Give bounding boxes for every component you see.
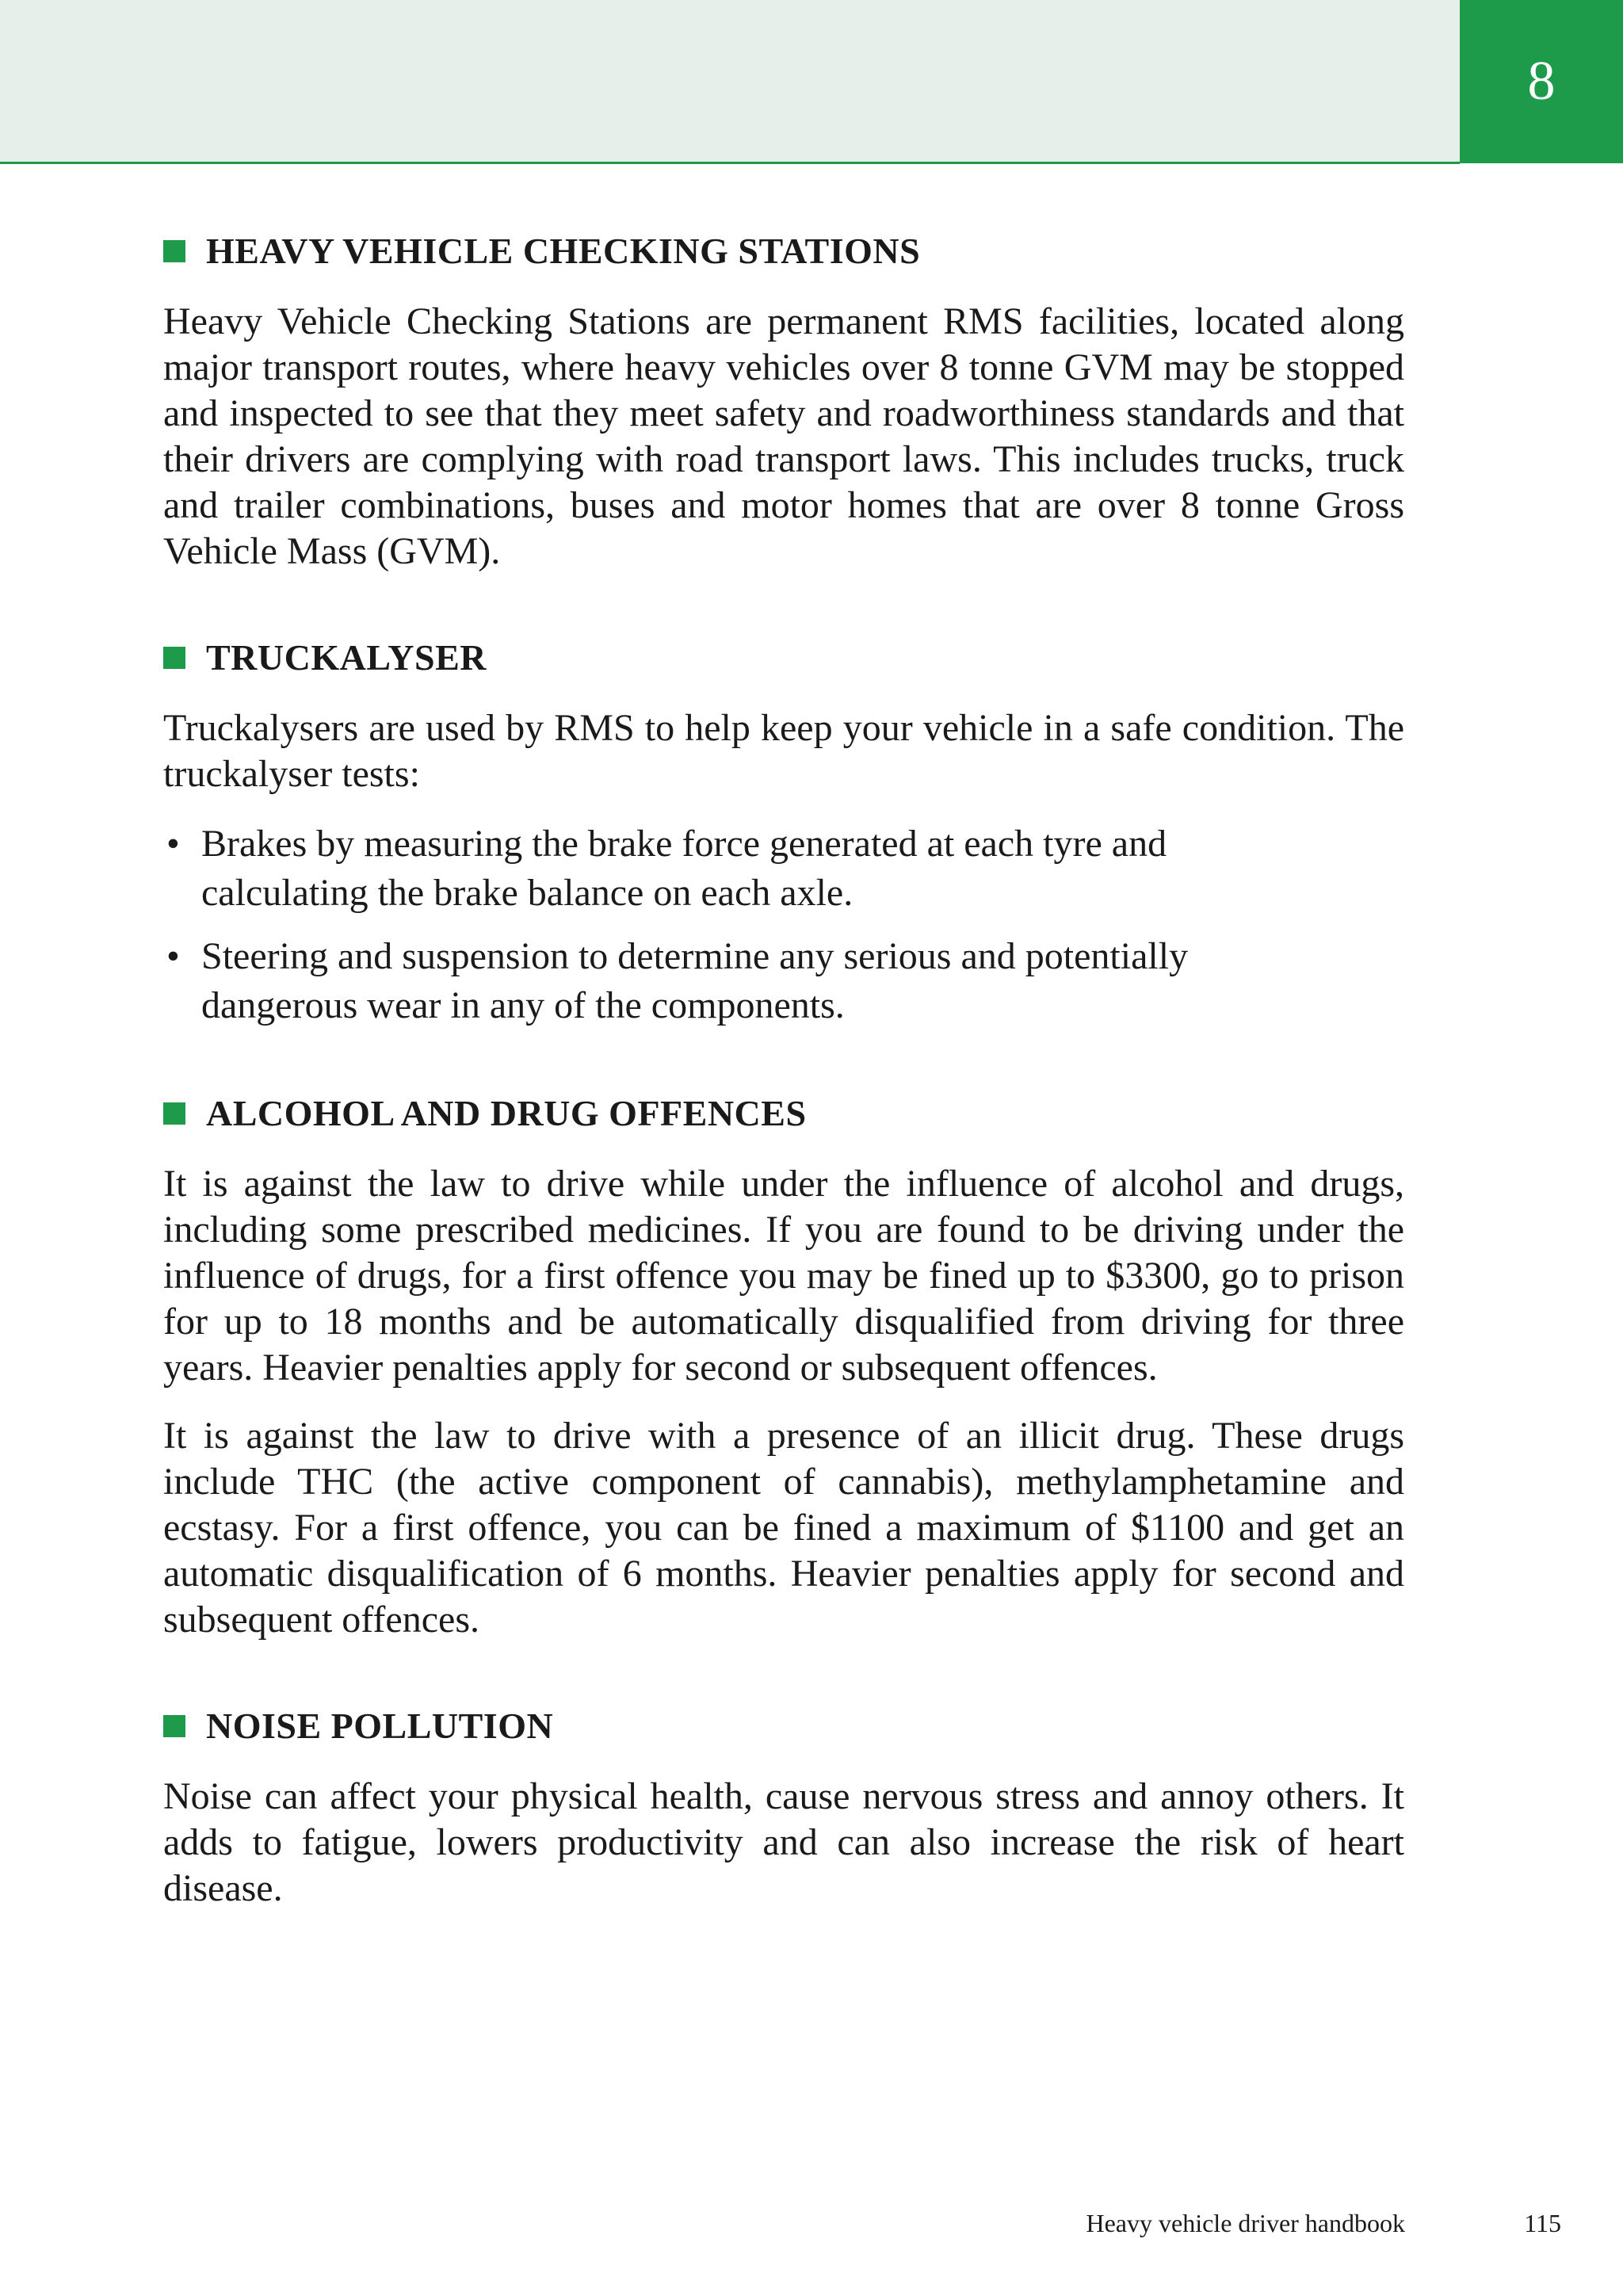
section-alcohol-and-drug-offences <box>163 1092 1404 1643</box>
section-heavy-vehicle-checking-stations <box>163 230 1404 575</box>
section-heading-text: ALCOHOL AND DRUG OFFENCES <box>206 1093 807 1133</box>
list-item <box>163 819 1208 918</box>
square-bullet-icon <box>163 1715 185 1737</box>
chapter-number-tab <box>1460 0 1623 163</box>
square-bullet-icon <box>163 240 185 262</box>
paragraph: It is against the law to drive with a presence of an illicit drug. These drugs include THC (the active component of cannabis), methylamphetamine and ecstasy. For a first offence, you can be fined a maximum of $1100 and get an automatic disqualification of 6 months. Heavier penalties apply for second and subsequent offences. <box>163 1415 1404 1641</box>
list-item <box>163 932 1208 1030</box>
section-truckalyser <box>163 636 1404 1030</box>
chapter-number: 8 <box>1527 51 1556 112</box>
paragraph: It is against the law to drive while under the influence of alcohol and drugs, including some prescribed medicines. If you are found to be driving under the influence of drugs, for a first offence you may be fined up to $3300, go to prison for up to 18 months and be automatically disqualified from driving for three years. Heavier penalties apply for second or subsequent offences. <box>163 1163 1404 1389</box>
section-heading <box>163 1092 1404 1134</box>
paragraph: Truckalysers are used by RMS to help keep your vehicle in a safe condition. The truckalyser tests: <box>163 707 1404 795</box>
paragraph: Heavy Vehicle Checking Stations are permanent RMS facilities, located along major transport routes, where heavy vehicles over 8 tonne GVM may be stopped and inspected to see that they meet safety and roadworthiness standards and that their drivers are complying with road transport laws. This includes trucks, truck and trailer combinations, buses and motor homes that are over 8 tonne Gross Vehicle Mass (GVM). <box>163 300 1404 572</box>
section-heading-text: NOISE POLLUTION <box>206 1706 554 1746</box>
footer-title: Heavy vehicle driver handbook <box>1086 2209 1405 2237</box>
header-band <box>0 0 1460 164</box>
paragraph: Noise can affect your physical health, cause nervous stress and annoy others. It adds to fatigue, lowers productivity and can also increase the risk of heart disease. <box>163 1775 1404 1909</box>
list-item-text: Brakes by measuring the brake force generated at each tyre and calculating the brake balance on each axle. <box>201 823 1167 914</box>
section-heading-text: TRUCKALYSER <box>206 637 487 678</box>
section-noise-pollution <box>163 1705 1404 1912</box>
section-heading <box>163 636 1404 678</box>
section-heading <box>163 230 1404 272</box>
square-bullet-icon <box>163 647 185 669</box>
list-item-text: Steering and suspension to determine any serious and potentially dangerous wear in any of the components. <box>201 935 1189 1026</box>
bullet-dot-icon: • <box>166 935 180 977</box>
section-heading-text: HEAVY VEHICLE CHECKING STATIONS <box>206 231 921 271</box>
page-content <box>163 230 1404 1973</box>
section-heading <box>163 1705 1404 1747</box>
footer-page-number: 115 <box>1524 2209 1561 2237</box>
bullet-dot-icon: • <box>166 823 180 865</box>
bullet-list <box>163 819 1404 1030</box>
square-bullet-icon <box>163 1102 185 1125</box>
